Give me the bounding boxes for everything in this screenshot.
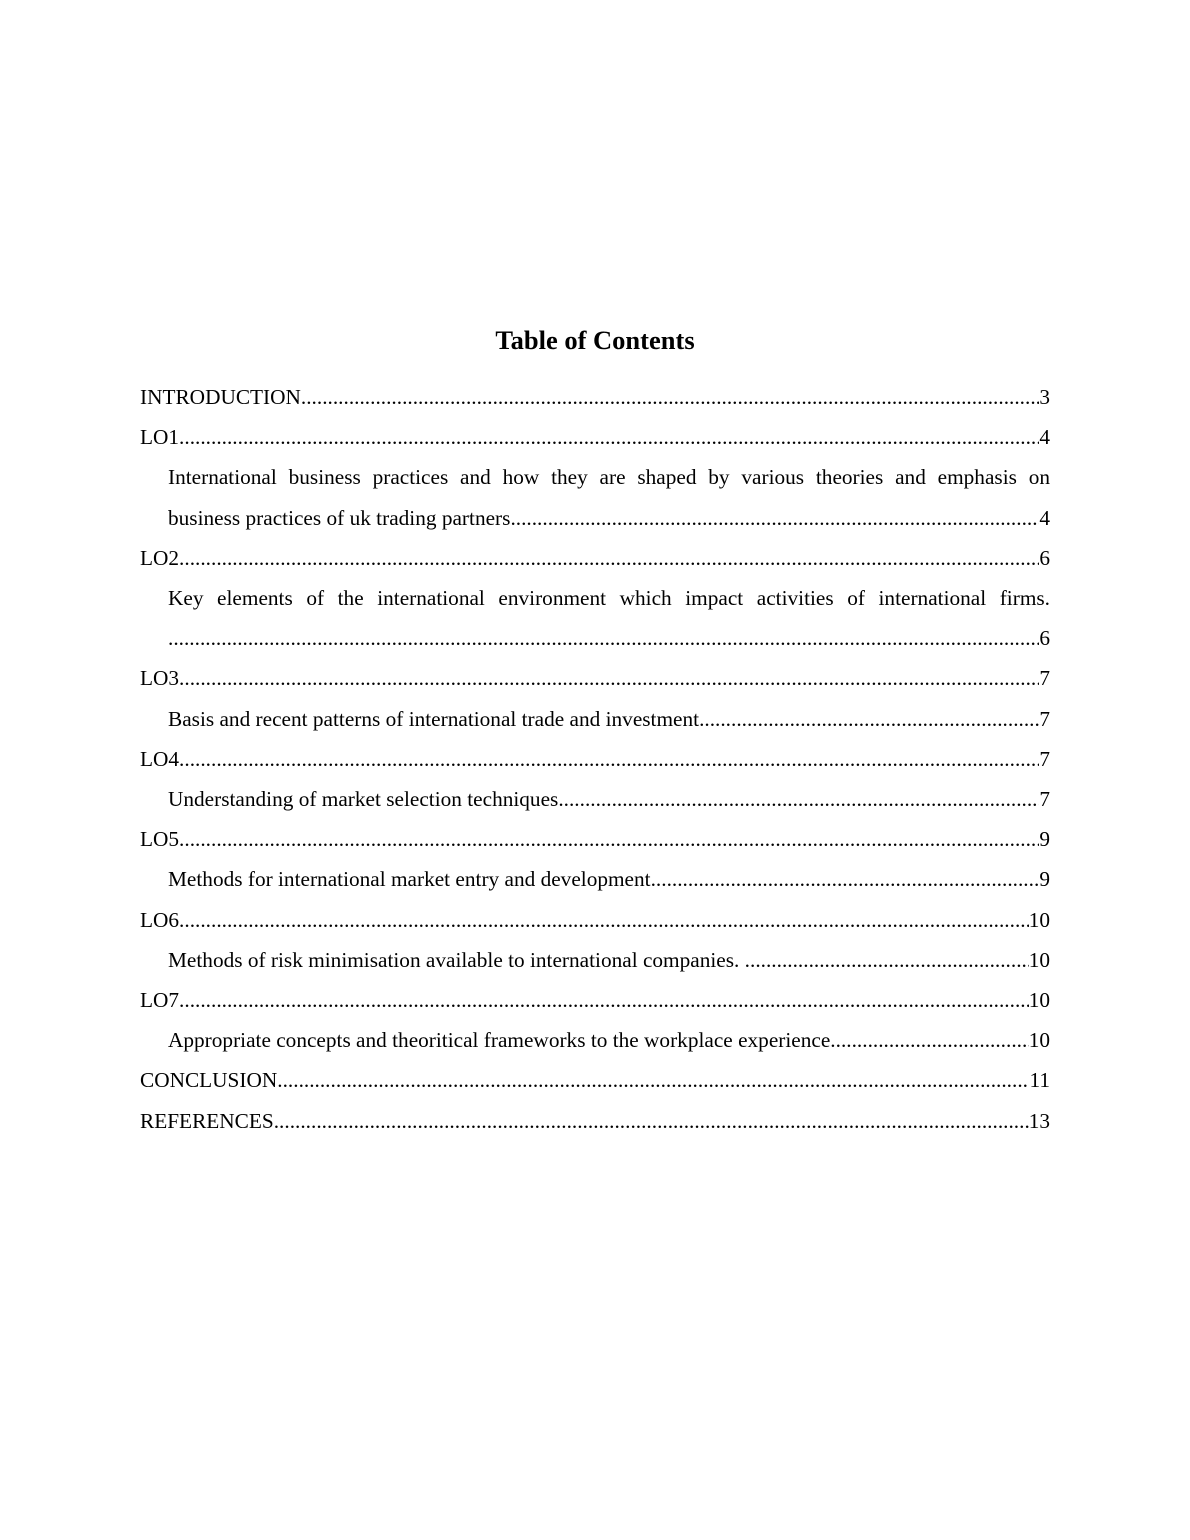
toc-dot-leader: [168, 618, 1039, 658]
toc-dot-leader: [179, 658, 1039, 698]
toc-entry-lo1[interactable]: [140, 417, 1050, 457]
toc-entry-market-selection[interactable]: [140, 779, 1050, 819]
toc-page-number: 3: [1039, 385, 1050, 409]
toc-dot-leader: [699, 699, 1039, 739]
toc-entry-text: Understanding of market selection techniques: [168, 787, 559, 812]
toc-page-number: 9: [1039, 867, 1050, 892]
toc-entry-market-entry[interactable]: [140, 859, 1050, 899]
toc-entry-concepts-frameworks[interactable]: [140, 1020, 1050, 1060]
toc-entry-introduction[interactable]: [140, 377, 1050, 417]
toc-dot-leader: [179, 819, 1039, 859]
toc-entry-text-continued: business practices of uk trading partners: [168, 505, 511, 530]
toc-entry-lo7[interactable]: [140, 980, 1050, 1020]
toc-page-number: 4: [1039, 425, 1050, 450]
toc-entry-lo3[interactable]: [140, 658, 1050, 698]
toc-page-number: 6: [1039, 545, 1050, 570]
toc-page-number: 6: [1039, 626, 1050, 651]
toc-dot-leader: [179, 538, 1039, 578]
toc-dot-leader: [277, 1060, 1029, 1100]
toc-dot-leader: [301, 377, 1039, 417]
toc-page-number: 10: [1028, 988, 1050, 1013]
toc-page-number: 10: [1028, 1028, 1050, 1053]
toc-page-number: 7: [1039, 706, 1050, 731]
toc-entry-text: Key elements of the international environment which impact activities of international firms.: [168, 586, 1050, 611]
toc-entry-references[interactable]: [140, 1101, 1050, 1141]
toc-page-number: 7: [1039, 787, 1050, 812]
toc-entry-conclusion[interactable]: [140, 1060, 1050, 1100]
toc-entry-risk-minimisation[interactable]: [140, 940, 1050, 980]
toc-list: [140, 377, 1050, 1141]
toc-page-number: 10: [1028, 947, 1050, 972]
toc-entry-lo2[interactable]: [140, 538, 1050, 578]
toc-page-number: 9: [1039, 827, 1050, 852]
toc-entry-text: REFERENCES: [140, 1108, 274, 1133]
toc-entry-text: LO4: [140, 746, 180, 771]
toc-entry-text: LO5: [140, 827, 180, 852]
toc-dot-leader: [558, 779, 1039, 819]
toc-entry-text: LO7: [140, 988, 180, 1013]
toc-entry-key-elements[interactable]: [140, 578, 1050, 658]
toc-page-number: 13: [1028, 1108, 1050, 1133]
toc-dot-leader: [830, 1020, 1028, 1060]
toc-entry-text: International business practices and how they are shaped by various theories and emphasis on: [168, 465, 1050, 490]
toc-entry-text: INTRODUCTION: [140, 385, 301, 409]
toc-page-number: 11: [1029, 1068, 1050, 1093]
toc-entry-text: LO1: [140, 425, 180, 450]
toc-dot-leader: [651, 859, 1040, 899]
toc-page-number: 7: [1039, 666, 1050, 691]
toc-entry-text: CONCLUSION: [140, 1068, 278, 1093]
toc-dot-leader: [510, 498, 1039, 538]
toc-dot-leader: [274, 1101, 1029, 1141]
toc-entry-text: Methods for international market entry and development: [168, 867, 651, 892]
toc-entry-text: LO6: [140, 907, 180, 932]
toc-entry-text: Appropriate concepts and theoritical frameworks to the workplace experience: [168, 1028, 831, 1053]
toc-entry-lo5[interactable]: [140, 819, 1050, 859]
toc-entry-text: Methods of risk minimisation available to international companies.: [168, 947, 745, 972]
toc-dot-leader: [179, 417, 1039, 457]
toc-title: Table of Contents: [495, 325, 695, 355]
toc-entry-basis-recent-patterns[interactable]: [140, 699, 1050, 739]
toc-entry-text: LO3: [140, 666, 180, 691]
toc-entry-text: Basis and recent patterns of international trade and investment: [168, 706, 700, 731]
toc-dot-leader: [179, 739, 1039, 779]
toc-page-number: 7: [1039, 746, 1050, 771]
toc-page-number: 10: [1028, 907, 1050, 932]
toc-dot-leader: [179, 900, 1029, 940]
toc-entry-text: LO2: [140, 545, 180, 570]
toc-page-number: 4: [1039, 505, 1050, 530]
toc-dot-leader: [745, 940, 1029, 980]
toc-entry-lo4[interactable]: [140, 739, 1050, 779]
toc-entry-international-business-practices[interactable]: [140, 457, 1050, 537]
toc-entry-lo6[interactable]: [140, 900, 1050, 940]
toc-dot-leader: [179, 980, 1029, 1020]
